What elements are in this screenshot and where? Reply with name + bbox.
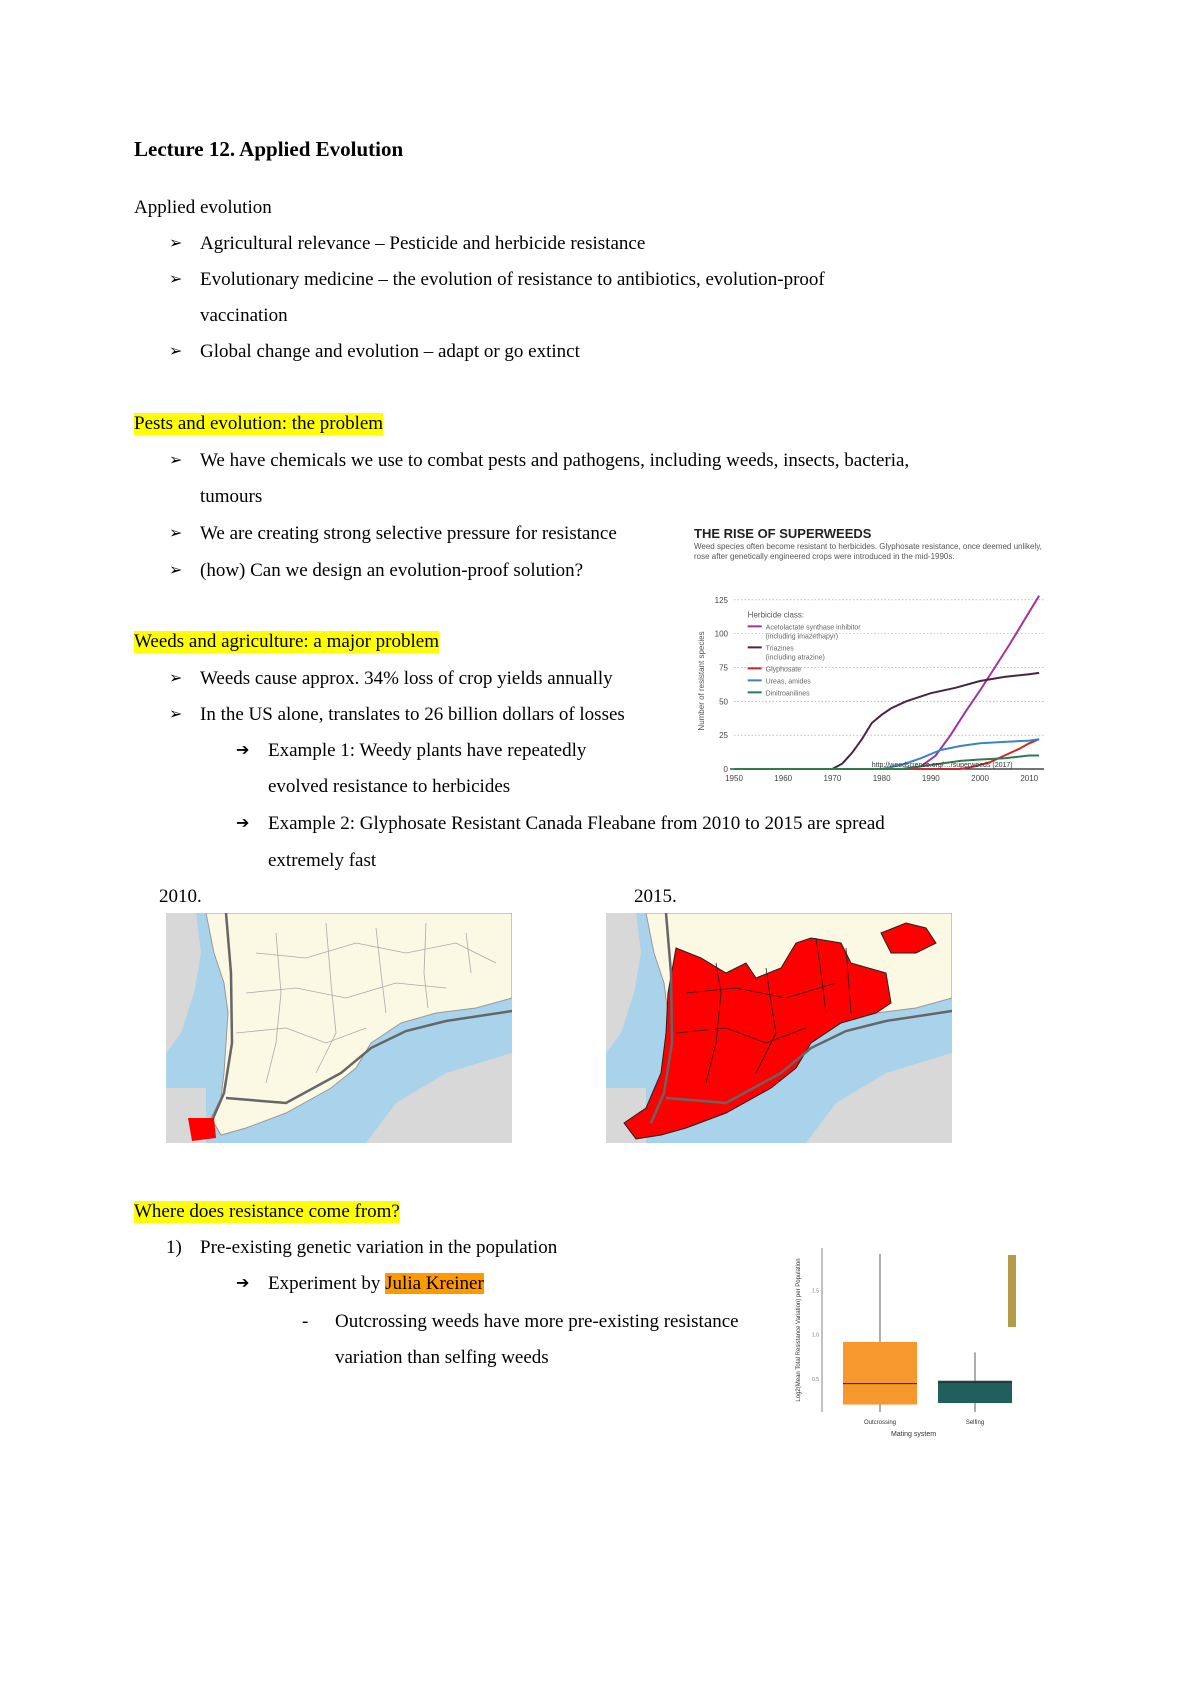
legend-title: Herbicide class:: [747, 610, 805, 620]
section-heading-weeds: Weeds and agriculture: a major problem: [134, 631, 439, 652]
map-label-2010: 2010.: [159, 886, 202, 907]
series-line: [734, 673, 1039, 769]
example-text: Example 1: Weedy plants have repeatedly: [268, 740, 587, 761]
bullet-text: We have chemicals we use to combat pests and pathogens, including weeds, insects, bacteria,: [200, 450, 910, 471]
example-text-continuation: evolved resistance to herbicides: [268, 776, 511, 797]
x-tick-label: Outcrossing: [863, 1420, 897, 1426]
arrow-icon: ➔: [236, 742, 250, 759]
arrow-icon: ➔: [236, 1275, 250, 1292]
arrow-icon: ➔: [236, 815, 250, 832]
section-heading-applied-evolution: Applied evolution: [134, 197, 272, 218]
bullet-icon: ➢: [169, 343, 183, 360]
y-tick-label: 100: [714, 629, 728, 639]
chart-subtitle: Weed species often become resistant to herbicides. Glyphosate resistance, once deemed unlikely, rose after genetically engineered crops were introduced in the mid-1990s.: [694, 542, 1042, 561]
bullet-text-continuation: tumours: [200, 486, 263, 507]
bullet-text: Weeds cause approx. 34% loss of crop yields annually: [200, 668, 613, 689]
example-text-continuation: extremely fast: [268, 850, 377, 871]
ontario-map-2010: [166, 913, 512, 1143]
y-tick-label: 1.0: [812, 1332, 819, 1339]
bullet-text-continuation: vaccination: [200, 305, 288, 326]
y-tick-label: 0: [723, 765, 728, 774]
resistant-region: [188, 1118, 216, 1141]
bullet-text: Agricultural relevance – Pesticide and herbicide resistance: [200, 233, 646, 254]
y-tick-label: 25: [719, 731, 728, 741]
superweeds-line-chart: [692, 523, 1052, 793]
bullet-text: We are creating strong selective pressure for resistance: [200, 523, 617, 544]
y-tick-label: 50: [719, 697, 728, 707]
bullet-icon: ➢: [169, 562, 183, 579]
example-text: Example 2: Glyphosate Resistant Canada Fleabane from 2010 to 2015 are spread: [268, 813, 885, 834]
list-number: 1): [166, 1237, 182, 1258]
bullet-text: In the US alone, translates to 26 billion dollars of losses: [200, 704, 625, 725]
legend-item-continuation: (including atrazine): [765, 654, 825, 662]
section-heading-resistance: Where does resistance come from?: [134, 1201, 400, 1222]
legend-item-continuation: (including imazethapyr): [765, 633, 839, 641]
ontario-map-2015: [606, 913, 952, 1143]
subpoint-text-continuation: variation than selfing weeds: [335, 1347, 549, 1368]
researcher-name: Julia Kreiner: [385, 1273, 484, 1294]
y-tick-label: 1.5: [812, 1288, 819, 1295]
legend-item: Ureas, amides: [765, 678, 811, 686]
bullet-text: Global change and evolution – adapt or go extinct: [200, 341, 580, 362]
x-tick-label: 1990: [921, 774, 940, 783]
bullet-icon: ➢: [169, 525, 183, 542]
bullet-icon: ➢: [169, 271, 183, 288]
y-tick-label: 125: [714, 595, 728, 605]
page-title: Lecture 12. Applied Evolution: [134, 137, 404, 161]
y-tick-label: 75: [719, 663, 728, 673]
legend-item: Acetolactate synthase inhibitor: [765, 624, 861, 632]
legend-item: Dinitroanilines: [765, 690, 810, 698]
x-axis-label: Mating system: [890, 1431, 937, 1438]
box-body: [938, 1381, 1012, 1403]
bullet-text: (how) Can we design an evolution-proof solution?: [200, 560, 584, 581]
y-tick-label: 0.5: [812, 1376, 819, 1383]
y-axis-label: Log2(Mean Total Resistance Variation) per Population: [796, 1258, 802, 1402]
bullet-icon: ➢: [169, 706, 183, 723]
y-axis-label: Number of resistant species: [697, 631, 706, 731]
x-tick-label: 2000: [971, 774, 989, 783]
x-tick-label: 1950: [725, 774, 743, 783]
chart-axes: [715, 596, 1044, 783]
box-body: [843, 1342, 917, 1405]
dash-bullet: -: [302, 1311, 309, 1332]
chart-title: THE RISE OF SUPERWEEDS: [694, 526, 872, 541]
bullet-icon: ➢: [169, 235, 183, 252]
x-tick-label: 1980: [872, 774, 891, 783]
resistance-variation-boxplot: [790, 1240, 1020, 1445]
x-tick-label: 1960: [774, 774, 793, 783]
subpoint-text: Outcrossing weeds have more pre-existing resistance: [335, 1311, 739, 1332]
plant-photo-strip: [1008, 1255, 1016, 1327]
chart-legend: [748, 610, 862, 697]
experiment-prefix: Experiment by: [268, 1273, 386, 1294]
boxplot-axes: [812, 1248, 822, 1412]
legend-item: Glyphosate: [765, 666, 802, 674]
boxplot-boxes: [843, 1254, 1012, 1426]
experiment-line: [268, 1273, 484, 1295]
x-tick-label: 2010: [1020, 774, 1039, 783]
list-item-text: Pre-existing genetic variation in the population: [200, 1237, 558, 1258]
x-tick-label: Selfing: [965, 1420, 985, 1426]
bullet-icon: ➢: [169, 670, 183, 687]
section-heading-pests: Pests and evolution: the problem: [134, 413, 384, 434]
map-label-2015: 2015.: [634, 886, 677, 907]
bullet-text: Evolutionary medicine – the evolution of resistance to antibiotics, evolution-proof: [200, 269, 825, 290]
bullet-icon: ➢: [169, 452, 183, 469]
chart-watermark: http://weedscience.org/…/superweeds (2017): [871, 762, 1013, 769]
legend-item: Triazines: [765, 645, 794, 653]
chart-subtitle-container: [694, 542, 1044, 582]
x-tick-label: 1970: [823, 774, 842, 783]
